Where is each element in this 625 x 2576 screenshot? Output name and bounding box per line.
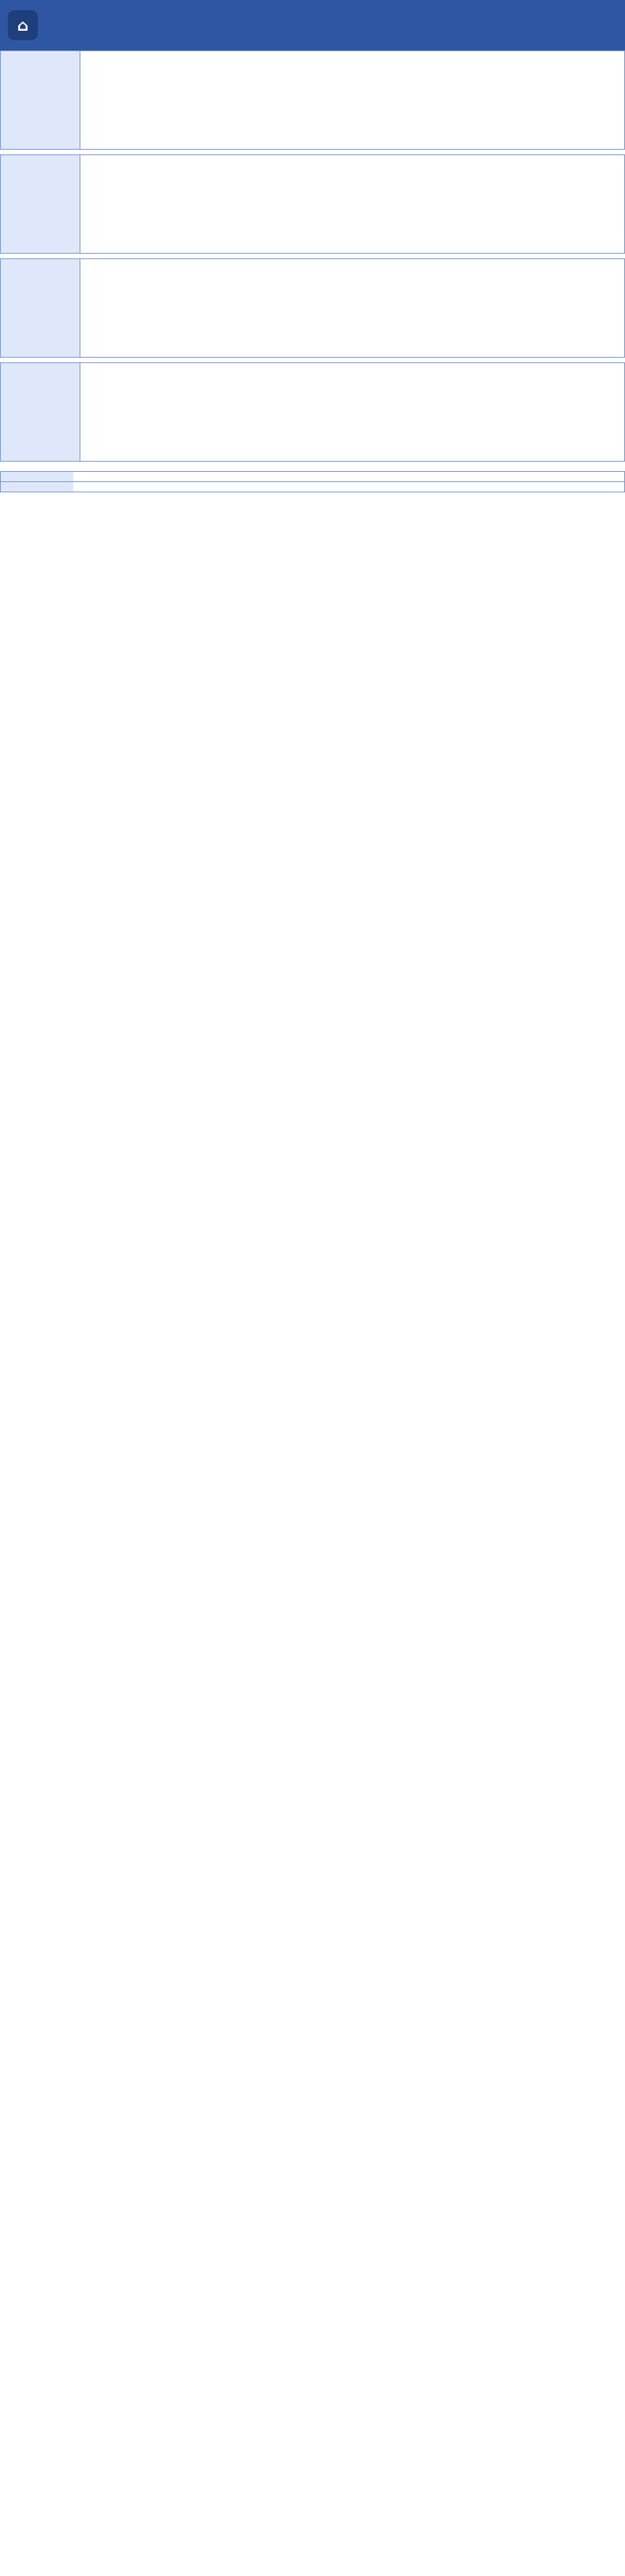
section-table [0, 154, 625, 254]
section-gap [0, 462, 625, 466]
section-body [80, 363, 625, 462]
report-content [0, 50, 625, 466]
section-table [0, 258, 625, 358]
report-header [0, 0, 625, 50]
advice-text [73, 472, 624, 481]
section-body [80, 259, 625, 358]
section-table [0, 50, 625, 150]
advice-row [1, 472, 624, 482]
section-name [1, 155, 80, 254]
section-table [0, 362, 625, 462]
section-body [80, 155, 625, 254]
section-placeholder-row [1, 363, 625, 462]
section-name [1, 363, 80, 462]
section-placeholder-row [1, 51, 625, 150]
company-logo [8, 8, 118, 43]
section-body [80, 51, 625, 150]
report-footer [0, 471, 625, 492]
brand-mark-icon: ⌂ [8, 10, 38, 40]
section-name [1, 259, 80, 358]
disclaimer-row [1, 482, 624, 492]
section-placeholder-row [1, 155, 625, 254]
disclaimer-text [73, 482, 86, 492]
disclaimer-title [1, 482, 73, 492]
section-name [1, 51, 80, 150]
section-placeholder-row [1, 259, 625, 358]
advice-label [1, 472, 73, 481]
